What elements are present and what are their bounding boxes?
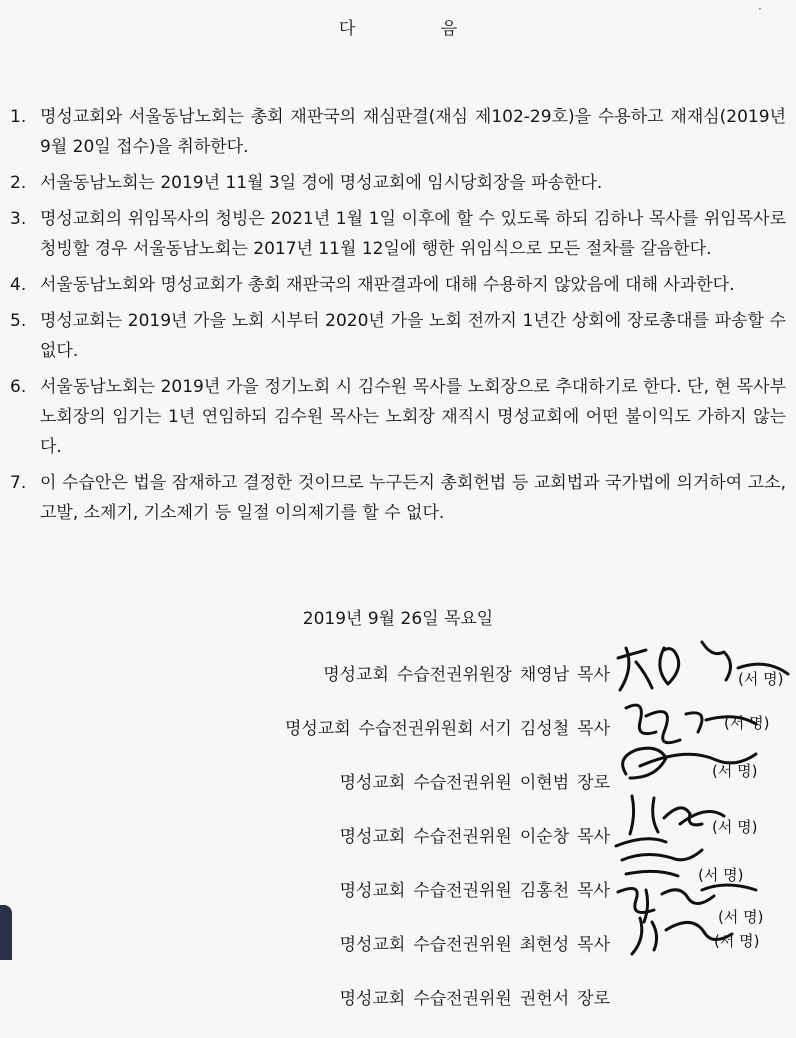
signatory-org: 명성교회 xyxy=(339,989,406,1009)
signatory-org: 명성교회 xyxy=(284,719,351,739)
signatory-row xyxy=(285,984,610,1038)
seal-mark: (서 명) xyxy=(738,670,784,688)
signature-5 xyxy=(616,839,743,884)
handwritten-signatures xyxy=(606,628,796,958)
item-number: 1. xyxy=(10,107,27,127)
seal-mark: (서 명) xyxy=(712,818,758,836)
item-text: 서울동남노회는 2019년 가을 정기노회 시 김수원 목사를 노회장으로 추대하기로 한다. 단, 현 목사부노회장의 임기는 1년 연임하되 김수원 목사는 노회장 재직시 명성교회에 어떤 불이익도 가하지 않는다. xyxy=(40,377,786,457)
signatory-role: 수습전권위원 xyxy=(413,827,512,847)
agreement-list xyxy=(10,102,786,534)
signatory-title: 목사 xyxy=(577,935,610,955)
item-number: 4. xyxy=(10,275,27,295)
signatory-title: 장로 xyxy=(577,773,610,793)
signature-4 xyxy=(630,796,757,836)
signatory-row xyxy=(285,660,610,714)
list-item xyxy=(10,270,786,300)
signatory-name: 권헌서 xyxy=(519,989,570,1009)
list-item xyxy=(10,204,786,264)
list-item xyxy=(10,306,786,366)
signatory-name: 최현성 xyxy=(519,935,570,955)
signatory-role: 수습전권위원장 xyxy=(396,665,512,685)
item-text: 서울동남노회와 명성교회가 총회 재판국의 재판결과에 대해 수용하지 않았음에 대해 사과한다. xyxy=(40,275,735,295)
signatory-org: 명성교회 xyxy=(339,935,406,955)
signatory-name: 채영남 xyxy=(519,665,570,685)
seal-mark: (서 명) xyxy=(724,714,770,732)
signatory-role: 수습전권위원 xyxy=(413,881,512,901)
signature-3 xyxy=(623,748,758,780)
signatory-role: 수습전권위원회 서기 xyxy=(358,719,512,739)
signature-1 xyxy=(618,642,788,690)
signatory-row xyxy=(285,930,610,984)
signatory-name: 이현범 xyxy=(519,773,570,793)
signatory-role: 수습전권위원 xyxy=(413,773,512,793)
seal-mark: (서 명) xyxy=(698,866,744,884)
signatory-row xyxy=(285,876,610,930)
signatory-role: 수습전권위원 xyxy=(413,935,512,955)
document-heading: 다 음 xyxy=(338,19,498,39)
document-date: 2019년 9월 26일 목요일 xyxy=(302,609,494,629)
signatory-org: 명성교회 xyxy=(339,773,406,793)
item-number: 2. xyxy=(10,173,27,193)
page-edge-shadow xyxy=(0,905,12,960)
signature-2 xyxy=(626,705,769,743)
signatory-title: 목사 xyxy=(577,827,610,847)
signatory-row xyxy=(285,822,610,876)
signatory-name: 이순창 xyxy=(519,827,570,847)
signatory-name: 김홍천 xyxy=(519,881,570,901)
list-item xyxy=(10,468,786,528)
signatory-title: 장로 xyxy=(577,989,610,1009)
signatory-title: 목사 xyxy=(577,881,610,901)
signatory-org: 명성교회 xyxy=(323,665,389,685)
scan-mark: · xyxy=(758,2,762,16)
item-number: 5. xyxy=(10,311,27,331)
item-number: 7. xyxy=(10,473,27,493)
signatory-row xyxy=(285,768,610,822)
signatory-title: 목사 xyxy=(577,719,610,739)
item-text: 명성교회와 서울동남노회는 총회 재판국의 재심판결(재심 제102-29호)을 수용하고 재재심(2019년 9월 20일 접수)을 취하한다. xyxy=(40,107,786,157)
signatory-title: 목사 xyxy=(577,665,610,685)
item-text: 명성교회의 위임목사의 청빙은 2021년 1월 1일 이후에 할 수 있도록 하되 김하나 목사를 위임목사로 청빙할 경우 서울동남노회는 2017년 11월 12일에 행한 위임식으로 모든 절차를 갈음한다. xyxy=(40,209,786,259)
signatory-name: 김성철 xyxy=(519,719,570,739)
seal-mark: (서 명) xyxy=(712,762,758,780)
signature-block xyxy=(285,660,610,1038)
signatory-row xyxy=(285,714,610,768)
seal-mark: (서 명) xyxy=(718,908,764,926)
item-text: 서울동남노회는 2019년 11월 3일 경에 명성교회에 임시당회장을 파송한다. xyxy=(40,173,603,193)
signatory-role: 수습전권위원 xyxy=(413,989,512,1009)
signatory-org: 명성교회 xyxy=(339,881,406,901)
list-item xyxy=(10,102,786,162)
list-item xyxy=(10,372,786,462)
item-number: 3. xyxy=(10,209,27,229)
list-item xyxy=(10,168,786,198)
signatory-org: 명성교회 xyxy=(339,827,406,847)
item-number: 6. xyxy=(10,377,27,397)
item-text: 명성교회는 2019년 가을 노회 시부터 2020년 가을 노회 전까지 1년간 상회에 장로총대를 파송할 수 없다. xyxy=(40,311,786,361)
seal-mark: (서 명) xyxy=(714,932,760,950)
item-text: 이 수습안은 법을 잠재하고 결정한 것이므로 누구든지 총회헌법 등 교회법과 국가법에 의거하여 고소, 고발, 소제기, 기소제기 등 일절 이의제기를 할 수 없다. xyxy=(40,473,786,523)
